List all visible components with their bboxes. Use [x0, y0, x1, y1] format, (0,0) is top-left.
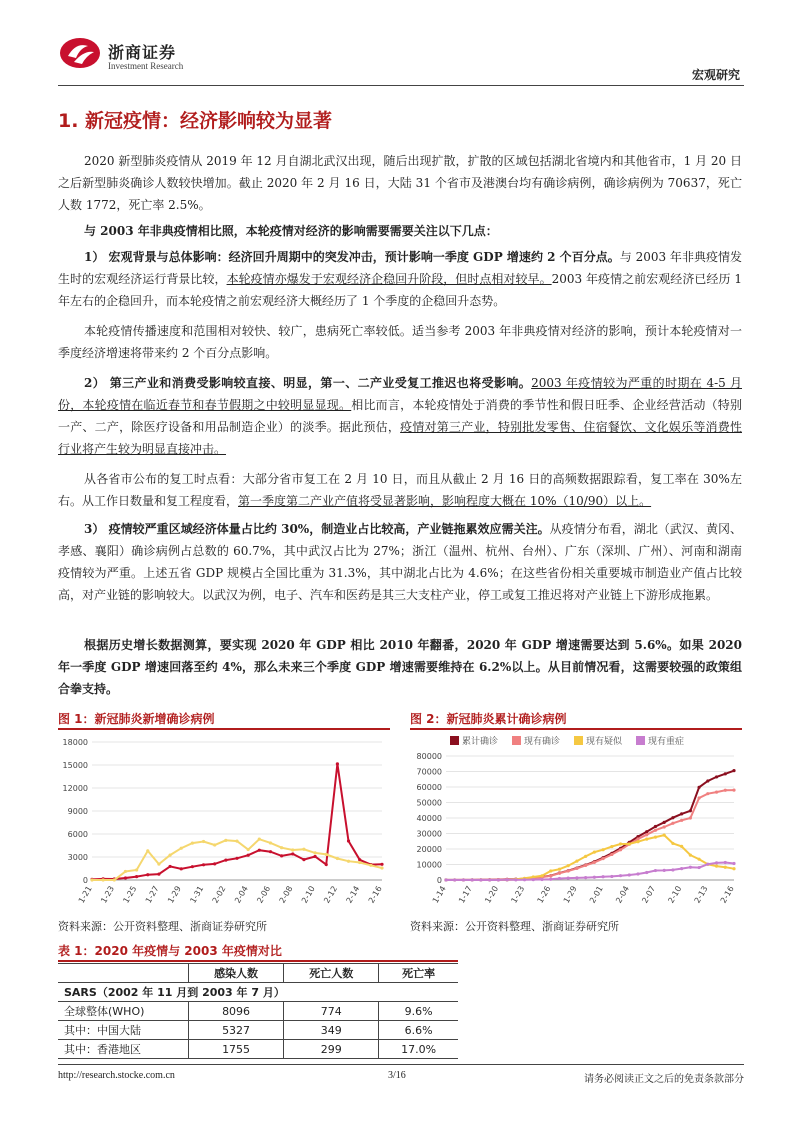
- y-tick-label: 50000: [416, 798, 442, 808]
- data-point: [724, 772, 727, 775]
- legend-swatch: [450, 736, 459, 745]
- data-point: [636, 837, 639, 840]
- point-1-underline: 本轮疫情亦爆发于宏观经济企稳回升阶段，但时点相对较早。: [226, 272, 552, 286]
- table-row: [58, 1002, 458, 1021]
- table-row-label: 全球整体(WHO): [58, 1002, 189, 1021]
- data-point: [636, 840, 639, 843]
- table-row-label: 其中：香港地区: [58, 1040, 189, 1059]
- data-point: [235, 840, 238, 843]
- y-tick-label: 12000: [62, 784, 88, 793]
- figure-1-title: 图 1：新冠肺炎新增确诊病例: [58, 712, 215, 726]
- data-point: [680, 812, 683, 815]
- data-point: [663, 821, 666, 824]
- data-point: [497, 878, 500, 881]
- x-tick-label: 2-16: [718, 884, 736, 905]
- y-tick-label: 70000: [416, 767, 442, 777]
- table-cell-infected: 5327: [189, 1021, 284, 1040]
- data-point: [471, 878, 474, 881]
- data-point: [636, 872, 639, 875]
- y-tick-label: 9000: [67, 807, 88, 816]
- x-tick-label: 1-31: [188, 884, 206, 905]
- data-point: [213, 862, 216, 865]
- data-point: [663, 869, 666, 872]
- logo-english-name: Investment Research: [108, 61, 184, 71]
- point-1-mid: 与 2003 年非典疫情发生时的宏观经济运行背景比较，: [58, 250, 742, 286]
- y-tick-label: 15000: [62, 761, 88, 770]
- legend-label: 累计确诊: [462, 737, 499, 747]
- legend-label: 现有疑似: [586, 737, 623, 747]
- y-tick-label: 30000: [416, 829, 442, 839]
- x-tick-label: 2-10: [666, 884, 684, 905]
- x-tick-label: 2-10: [299, 884, 317, 905]
- data-point: [258, 849, 261, 852]
- data-point: [168, 853, 171, 856]
- data-point: [291, 852, 294, 855]
- data-point: [584, 876, 587, 879]
- data-point: [663, 825, 666, 828]
- data-point: [523, 878, 526, 881]
- table-row-label: 其中：中国大陆: [58, 1021, 189, 1040]
- table-group-row: [58, 983, 458, 1002]
- legend-swatch: [636, 736, 645, 745]
- data-point: [697, 858, 700, 861]
- data-point: [593, 851, 596, 854]
- x-tick-label: 2-08: [277, 884, 295, 905]
- data-point: [247, 848, 250, 851]
- data-point: [540, 874, 543, 877]
- logo-company-name: 浙商证券: [108, 43, 177, 62]
- data-point: [671, 842, 674, 845]
- data-point: [269, 841, 272, 844]
- data-point: [724, 861, 727, 864]
- data-point: [645, 838, 648, 841]
- point-3-rest: 从疫情分布看，湖北（武汉、黄冈、孝感、襄阳）确诊病例占总数的 60.7%，其中武汉占比为 27%；浙江（温州、杭州、台州）、广东（深圳、广州）、河南和湖南疫情较为严重。上述五省 GDP 规模占全国比重为 31.3%，其中湖北占比为 4.6%；在这些省份相关重要城市制造业产值占比较高，对产业链的影响较大。以武汉为例，电子、汽车和医药是其三大支柱产业，停工或复工推迟将对产业链上下游形成拖累。: [58, 522, 742, 602]
- data-point: [380, 866, 383, 869]
- data-point: [180, 847, 183, 850]
- legend-swatch: [512, 736, 521, 745]
- data-point: [645, 833, 648, 836]
- data-point: [258, 838, 261, 841]
- data-point: [532, 878, 535, 881]
- data-point: [102, 878, 105, 881]
- data-point: [549, 874, 552, 877]
- data-point: [235, 857, 238, 860]
- data-point: [567, 869, 570, 872]
- data-point: [619, 842, 622, 845]
- point-2-lead: 2） 第三产业和消费受影响较直接、明显，第一、二产业受复工推迟也将受影响。: [84, 376, 532, 390]
- table-cell-rate: 17.0%: [379, 1040, 458, 1059]
- data-point: [302, 848, 305, 851]
- series-line: [92, 764, 382, 880]
- y-tick-label: 60000: [416, 783, 442, 792]
- data-point: [671, 822, 674, 825]
- data-point: [269, 850, 272, 853]
- data-point: [575, 867, 578, 870]
- data-point: [593, 876, 596, 879]
- legend-swatch: [574, 736, 583, 745]
- data-point: [697, 796, 700, 799]
- data-point: [567, 864, 570, 867]
- y-tick-label: 18000: [62, 738, 88, 747]
- data-point: [584, 855, 587, 858]
- data-point: [369, 864, 372, 867]
- data-point: [347, 860, 350, 863]
- data-point: [124, 870, 127, 873]
- footer-disclaimer: 请务必阅读正文之后的免责条款部分: [584, 1074, 744, 1085]
- data-point: [715, 861, 718, 864]
- table-header-row: [58, 964, 458, 983]
- data-point: [157, 873, 160, 876]
- data-point: [358, 858, 361, 861]
- data-point: [146, 849, 149, 852]
- data-point: [680, 819, 683, 822]
- paragraph-conclusion: 根据历史增长数据测算，要实现 2020 年 GDP 相比 2010 年翻番，2020 年 GDP 增速需要达到 5.6%。如果 2020 年一季度 GDP 增速回落至约 4%，那么未来三个季度 GDP 增速需要维持在 6.2%以上。从目前情况看，这需要较强的政策组合拳支持。: [58, 638, 742, 696]
- data-point: [124, 876, 127, 879]
- data-point: [619, 874, 622, 877]
- data-point: [380, 863, 383, 866]
- data-point: [601, 857, 604, 860]
- data-point: [610, 875, 613, 878]
- data-point: [732, 789, 735, 792]
- data-point: [224, 839, 227, 842]
- data-point: [680, 845, 683, 848]
- data-point: [325, 853, 328, 856]
- x-tick-label: 2-16: [366, 884, 384, 905]
- data-point: [313, 855, 316, 858]
- comparison-table: [58, 963, 458, 1059]
- table-header-rate: 死亡率: [379, 964, 458, 983]
- paragraph-point-1: [58, 246, 742, 312]
- data-point: [146, 873, 149, 876]
- data-point: [558, 868, 561, 871]
- x-tick-label: 2-04: [614, 884, 632, 905]
- table-cell-rate: 6.6%: [379, 1021, 458, 1040]
- x-tick-label: 1-29: [166, 884, 183, 905]
- data-point: [654, 836, 657, 839]
- x-tick-label: 1-27: [143, 884, 161, 905]
- table-cell-deaths: 774: [284, 1002, 379, 1021]
- table-cell-rate: 9.6%: [379, 1002, 458, 1021]
- data-point: [689, 853, 692, 856]
- x-tick-label: 2-06: [255, 884, 273, 905]
- data-point: [628, 873, 631, 876]
- data-point: [671, 868, 674, 871]
- data-point: [715, 791, 718, 794]
- paragraph-resumption: [58, 468, 742, 512]
- data-point: [697, 786, 700, 789]
- footer-url[interactable]: http://research.stocke.com.cn: [58, 1070, 175, 1081]
- data-point: [453, 878, 456, 881]
- x-tick-label: 2-14: [344, 884, 362, 905]
- figure-2-title: 图 2：新冠肺炎累计确诊病例: [410, 712, 567, 726]
- data-point: [575, 876, 578, 879]
- figure-1-rule: [58, 728, 390, 730]
- legend-label: 现有重症: [648, 737, 685, 747]
- y-tick-label: 20000: [416, 845, 442, 854]
- x-tick-label: 1-29: [561, 884, 579, 905]
- table-header-blank: [58, 964, 189, 983]
- point-3-lead: 3） 疫情较严重区域经济体量占比约 30%，制造业占比较高，产业链拖累效应需关注。: [84, 522, 550, 536]
- data-point: [645, 830, 648, 833]
- page-number: 3/16: [388, 1070, 406, 1081]
- y-tick-label: 80000: [416, 752, 442, 761]
- x-tick-label: 1-23: [509, 884, 527, 905]
- data-point: [462, 878, 465, 881]
- paragraph-point-2: [58, 372, 742, 460]
- data-point: [689, 816, 692, 819]
- data-point: [732, 867, 735, 870]
- data-point: [715, 775, 718, 778]
- data-point: [358, 861, 361, 864]
- data-point: [135, 875, 138, 878]
- data-point: [732, 862, 735, 865]
- data-point: [610, 853, 613, 856]
- paragraph-point-1-detail: 本轮疫情传播速度和范围相对较快、较广，患病死亡率较低。适当参考 2003 年非典疫情对经济的影响，预计本轮疫情对一季度经济增速将带来约 2 个百分点影响。: [58, 324, 742, 360]
- data-point: [732, 769, 735, 772]
- footer-divider: [58, 1064, 744, 1065]
- section-title: 1. 新冠疫情：经济影响较为显著: [58, 110, 333, 132]
- data-point: [680, 867, 683, 870]
- data-point: [558, 872, 561, 875]
- point-2-underline-1: 2003 年疫情较为严重的时期在 4-5 月份，本轮疫情在临近春节和春节假期之中较明显显现。: [58, 376, 742, 412]
- data-point: [549, 878, 552, 881]
- data-point: [619, 848, 622, 851]
- series-line: [446, 835, 734, 880]
- point-2-underline-2: 疫情对第三产业，特别批发零售、住宿餐饮、文化娱乐等消费性行业将产生较为明显直接冲击。: [58, 420, 742, 456]
- y-tick-label: 0: [436, 876, 442, 885]
- x-tick-label: 1-25: [121, 884, 139, 905]
- x-tick-label: 2-04: [233, 884, 250, 905]
- data-point: [202, 840, 205, 843]
- table-cell-infected: 1755: [189, 1040, 284, 1059]
- x-tick-label: 2-07: [640, 884, 658, 905]
- paragraph-lead: 与 2003 年非典疫情相比照，本轮疫情对经济的影响需要需要关注以下几点：: [84, 224, 498, 238]
- figure-1-source: 资料来源：公开资料整理、浙商证券研究所: [58, 920, 267, 933]
- table-cell-infected: 8096: [189, 1002, 284, 1021]
- point-1-tail: 2003 年疫情之前宏观经济已经历 1 年左右的企稳回升，而本轮疫情之前宏观经济大概经历了 1 个季度的企稳回升态势。: [58, 272, 742, 308]
- data-point: [291, 848, 294, 851]
- company-logo-icon: [58, 36, 102, 70]
- x-tick-label: 1-23: [99, 884, 117, 905]
- figure-1-chart: [58, 732, 390, 914]
- data-point: [168, 865, 171, 868]
- data-point: [584, 864, 587, 867]
- data-point: [113, 878, 116, 881]
- data-point: [247, 854, 250, 857]
- data-point: [479, 878, 482, 881]
- data-point: [689, 809, 692, 812]
- data-point: [689, 866, 692, 869]
- table-row: [58, 1021, 458, 1040]
- data-point: [601, 848, 604, 851]
- x-tick-label: 1-26: [535, 884, 553, 905]
- point-1-lead: 1） 宏观背景与总体影响：经济回升周期中的突发冲击，预计影响一季度 GDP 增速约 2 个百分点。: [84, 250, 620, 264]
- figure-2-chart: [410, 732, 742, 914]
- data-point: [90, 878, 93, 881]
- table-row: [58, 1040, 458, 1059]
- data-point: [706, 779, 709, 782]
- data-point: [488, 878, 491, 881]
- point-2-mid: 相比而言，本轮疫情处于消费的季节性和假日旺季、企业经营活动（特别一产、二产，除医疗设备和用品制造企业）的淡季。据此预估，: [58, 398, 742, 434]
- x-tick-label: 2-12: [322, 884, 340, 905]
- data-point: [302, 858, 305, 861]
- x-tick-label: 1-14: [430, 884, 448, 905]
- table-header-infected: 感染人数: [189, 964, 284, 983]
- table-cell-deaths: 349: [284, 1021, 379, 1040]
- data-point: [575, 860, 578, 863]
- data-point: [558, 877, 561, 880]
- figure-2-rule: [410, 728, 742, 730]
- y-tick-label: 6000: [67, 830, 88, 839]
- data-point: [313, 851, 316, 854]
- data-point: [593, 861, 596, 864]
- x-tick-label: 2-02: [210, 884, 228, 905]
- data-point: [610, 845, 613, 848]
- legend-label: 现有确诊: [524, 737, 561, 747]
- data-point: [601, 875, 604, 878]
- data-point: [724, 866, 727, 869]
- data-point: [202, 863, 205, 866]
- data-point: [567, 876, 570, 879]
- data-point: [336, 762, 339, 765]
- data-point: [157, 862, 160, 865]
- table-1-title: 表 1：2020 年疫情与 2003 年疫情对比: [58, 944, 282, 958]
- data-point: [715, 864, 718, 867]
- data-point: [444, 878, 447, 881]
- x-tick-label: 1-20: [483, 884, 501, 905]
- table-cell-deaths: 299: [284, 1040, 379, 1059]
- data-point: [280, 854, 283, 857]
- figure-2-source: 资料来源：公开资料整理、浙商证券研究所: [410, 920, 619, 933]
- table-1-rule: [58, 960, 458, 962]
- data-point: [213, 843, 216, 846]
- data-point: [549, 869, 552, 872]
- data-point: [697, 866, 700, 869]
- data-point: [540, 878, 543, 881]
- series-line: [446, 863, 734, 881]
- x-tick-label: 1-17: [457, 884, 474, 905]
- x-tick-label: 2-13: [692, 884, 710, 905]
- data-point: [347, 839, 350, 842]
- data-point: [706, 792, 709, 795]
- paragraph-point-3: [58, 518, 742, 606]
- data-point: [280, 846, 283, 849]
- paragraph-intro: 2020 新型肺炎疫情从 2019 年 12 月自湖北武汉出现，随后出现扩散，扩散的区域包括湖北省境内和其他省市，1 月 20 日之后新型肺炎确诊人数较快增加。截止 2020 年 2 月 16 日，大陆 31 个省市及港澳台均有确诊病例，确诊病例为 70637，死亡人数 1772，死亡率 2.5%。: [58, 154, 742, 212]
- data-point: [706, 863, 709, 866]
- data-point: [180, 867, 183, 870]
- header-divider: [58, 85, 744, 86]
- y-tick-label: 40000: [416, 814, 442, 823]
- data-point: [671, 816, 674, 819]
- table-group-label: SARS（2002 年 11 月到 2003 年 7 月）: [58, 983, 458, 1002]
- data-point: [724, 789, 727, 792]
- y-tick-label: 3000: [67, 853, 88, 862]
- data-point: [336, 857, 339, 860]
- report-category: 宏观研究: [691, 68, 740, 82]
- data-point: [628, 842, 631, 845]
- resumption-text: 从各省市公布的复工时点看：大部分省市复工在 2 月 10 日，而且从截止 2 月 16 日的高频数据跟踪看，复工率在 30%左右。从工作日数量和复工程度看，: [58, 472, 742, 508]
- data-point: [505, 878, 508, 881]
- data-point: [654, 869, 657, 872]
- data-point: [224, 859, 227, 862]
- x-tick-label: 2-01: [587, 884, 605, 905]
- data-point: [514, 878, 517, 881]
- data-point: [654, 829, 657, 832]
- table-header-deaths: 死亡人数: [284, 964, 379, 983]
- resumption-underline: 第一季度第二产业产值将受显著影响，影响程度大概在 10%（10/90）以上。: [238, 494, 652, 508]
- data-point: [645, 871, 648, 874]
- data-point: [135, 868, 138, 871]
- x-tick-label: 1-21: [76, 884, 94, 905]
- data-point: [663, 834, 666, 837]
- data-point: [191, 865, 194, 868]
- y-tick-label: 0: [82, 876, 88, 885]
- data-point: [191, 842, 194, 845]
- data-point: [325, 863, 328, 866]
- y-tick-label: 10000: [416, 860, 442, 870]
- data-point: [654, 825, 657, 828]
